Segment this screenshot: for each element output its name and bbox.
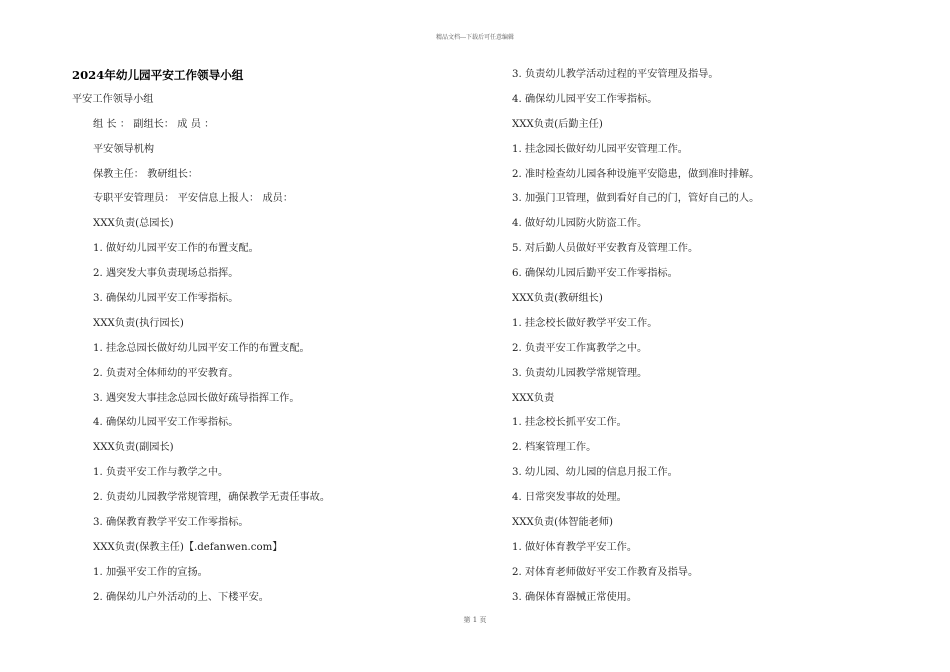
text-line: 3. 确保幼儿园平安工作零指标。: [93, 293, 239, 305]
text-line: 4. 确保幼儿园平安工作零指标。: [512, 93, 658, 105]
text-line: 1. 挂念总园长做好幼儿园平安工作的布置支配。: [93, 342, 310, 354]
text-line: 3. 遇突发大事挂念总园长做好疏导指挥工作。: [93, 392, 300, 404]
text-line: 1. 挂念校长抓平安工作。: [512, 417, 627, 429]
text-line: 1. 挂念园长做好幼儿园平安管理工作。: [512, 143, 688, 155]
text-line: XXX负责(保教主任)【.defanwen.com】: [93, 541, 283, 553]
text-line: 2. 确保幼儿户外活动的上、下楼平安。: [93, 591, 269, 603]
text-line: XXX负责(体智能老师): [512, 517, 614, 529]
text-line: 1. 挂念校长做好教学平安工作。: [512, 317, 658, 329]
text-line: 3. 确保教育教学平安工作零指标。: [93, 517, 249, 529]
text-line: 2. 负责幼儿园教学常规管理，确保教学无责任事故。: [93, 492, 331, 504]
text-line: 3. 确保体育器械正常使用。: [512, 591, 638, 603]
text-line: 2. 负责平安工作寓教学之中。: [512, 342, 648, 354]
text-line: 组 长 ： 副组长： 成 员 ：: [93, 118, 215, 130]
text-line: XXX负责(副园长): [93, 442, 174, 454]
text-line: 4. 确保幼儿园平安工作零指标。: [93, 417, 239, 429]
left-column: [72, 67, 492, 615]
text-line: 1. 做好幼儿园平安工作的布置支配。: [93, 243, 259, 255]
text-line: 1. 做好体育教学平安工作。: [512, 541, 638, 553]
text-line: 4. 做好幼儿园防火防盗工作。: [512, 218, 648, 230]
text-line: 2. 档案管理工作。: [512, 442, 597, 454]
text-line: XXX负责(总园长): [93, 218, 174, 230]
right-column: [512, 67, 932, 615]
document-title: 2024年幼儿园平安工作领导小组: [72, 68, 244, 82]
text-line: 2. 对体育老师做好平安工作教育及指导。: [512, 566, 699, 578]
text-line: 3. 幼儿园、幼儿园的信息月报工作。: [512, 467, 678, 479]
text-line: 3. 负责幼儿园教学常规管理。: [512, 367, 648, 379]
text-line: 保教主任： 教研组长：: [93, 168, 199, 180]
text-line: 2. 准时检查幼儿园各种设施平安隐患，做到准时排解。: [512, 168, 760, 180]
text-line: XXX负责(执行园长): [93, 317, 184, 329]
text-line: XXX负责(教研组长): [512, 293, 603, 305]
section-heading: 平安工作领导小组: [72, 93, 154, 105]
text-line: 2. 负责对全体师幼的平安教育。: [93, 367, 239, 379]
text-line: 平安领导机构: [93, 143, 155, 155]
text-line: 1. 负责平安工作与教学之中。: [93, 467, 229, 479]
text-line: 3. 负责幼儿教学活动过程的平安管理及指导。: [512, 69, 719, 80]
text-line: XXX负责: [512, 392, 555, 404]
text-line: 1. 加强平安工作的宣扬。: [93, 566, 208, 578]
page-header: 精品文档---下载后可任意编辑: [435, 34, 515, 41]
text-line: 专职平安管理员： 平安信息上报人： 成员：: [93, 193, 294, 205]
text-line: 5. 对后勤人员做好平安教育及管理工作。: [512, 243, 699, 255]
text-line: 4. 日常突发事故的处理。: [512, 492, 627, 504]
text-line: 6. 确保幼儿园后勤平安工作零指标。: [512, 268, 678, 280]
page-number: 第 1 页: [463, 616, 487, 624]
text-line: 2. 遇突发大事负责现场总指挥。: [93, 268, 239, 280]
text-line: 3. 加强门卫管理，做到看好自己的门，管好自己的人。: [512, 193, 760, 205]
text-line: XXX负责(后勤主任): [512, 118, 603, 130]
